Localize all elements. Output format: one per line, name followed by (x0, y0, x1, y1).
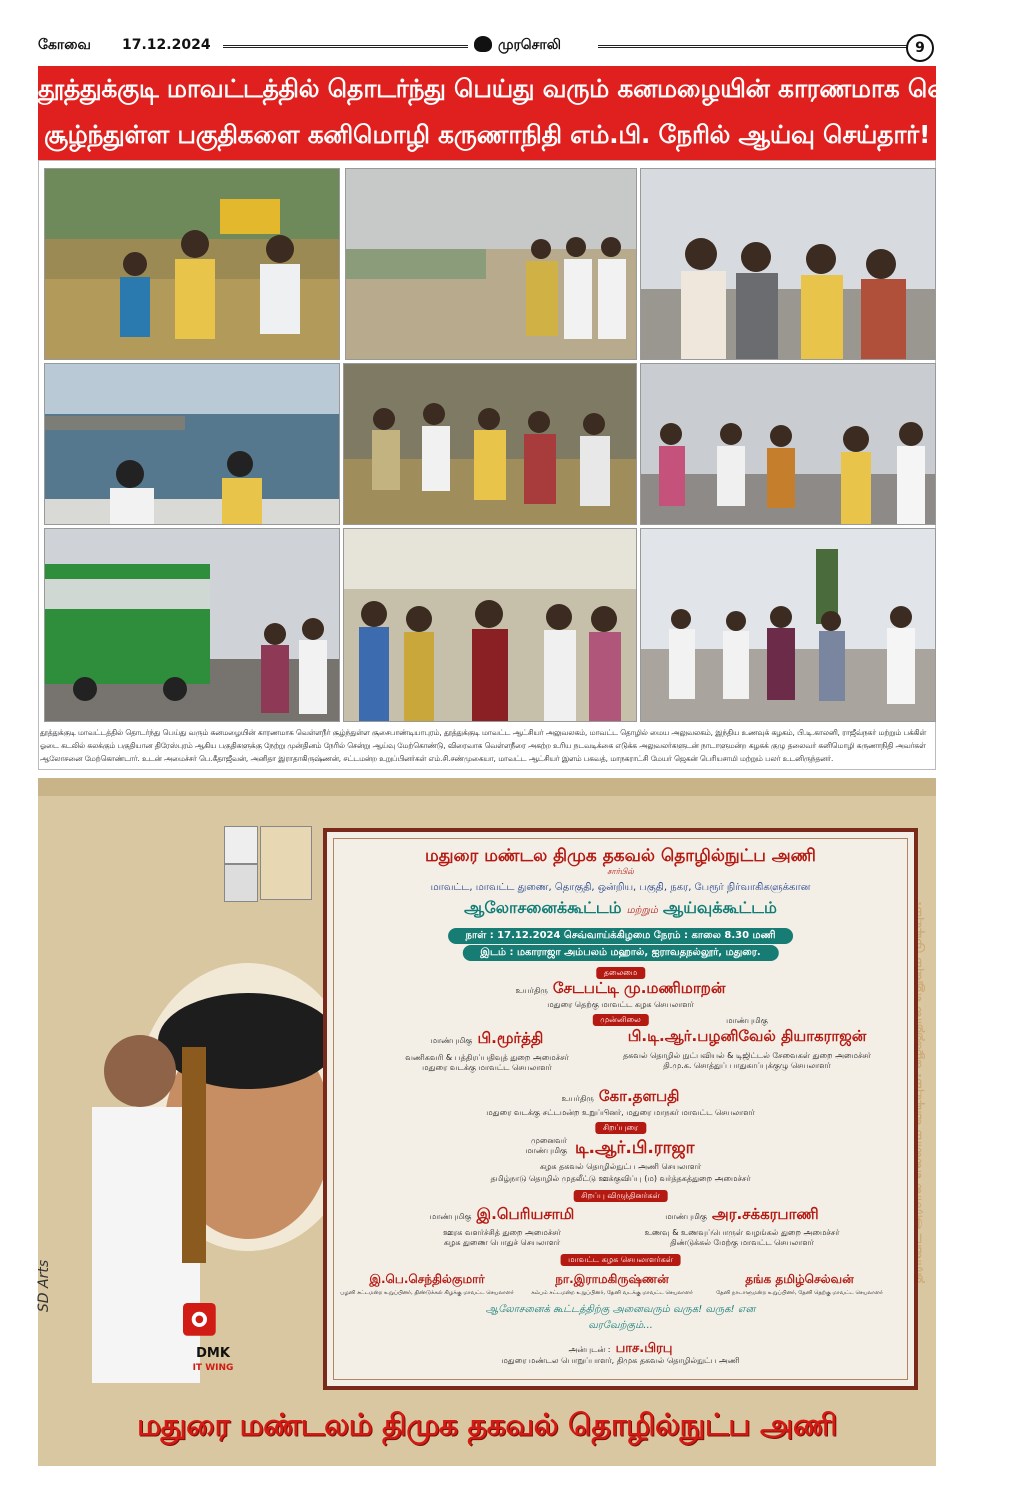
headline-line-2: சூழ்ந்துள்ள பகுதிகளை கனிமொழி கருணாநிதி எம்.பி. நேரில் ஆய்வு செய்தார்! (43, 120, 931, 149)
chair-prefix: உயர்திரு (515, 986, 548, 995)
lead1-role1: வணிகவரி & பத்திரப்பதிவுத் துறை அமைச்சர் (405, 1053, 569, 1062)
lead3-name: கோ.தளபதி (598, 1087, 680, 1105)
sec1-block (337, 1268, 517, 1297)
sec2-block (522, 1268, 702, 1297)
lead1-name: பி.மூர்த்தி (477, 1029, 544, 1047)
photo-caption: தூத்துக்குடி மாவட்டத்தில் தொடர்ந்து பெய்து வரும் கனமழையின் காரணமாக வெள்ளநீர் சூழ்ந்துள்ள சூசைபாண்டியாபுரம், தூத்துக்குடி மாவட்ட ஆட்சியர் அலுவலகம், மாவட்ட தொழில் மைய அலுவலகம், இந்திய உணவுக் கழகம், பி.டி.காலனி, ராஜீவ்நகர் மற்றும் பக்கிள் ஓடை கடலில் கலக்கும் பகுதியான திரேஸ்புரம் ஆகிய பகுதிகளுக்கு நேற்று முன்தினம் நேரில் சென்று ஆய்வு மேற்கொண்டு, விரைவாக வெள்ளநீரை அகற்ற உரிய நடவடிக்கை எடுக்க அலுவலர்களுடன் நாடாளுமன்ற கழகக் குழு தலைவர் கனிமொழி கருணாநிதி அவர்கள் ஆலோசனை மேற்கொண்டார். உடன் அமைச்சர் பெ.கீதாஜீவன், அனிதா இராதாகிருஷ்ணன், சட்டமன்ற உறுப்பினர்கள் எம்.சி.சண்முகையா, மாவட்ட ஆட்சியர் இளம் பகவத், மாநகராட்சி மேயர் ஜெகன் பெரியசாமி மற்றும் பலர் உடனிருந்தனர். (40, 728, 927, 763)
guest1-prefix: மாண்புமிகு (429, 1212, 472, 1221)
guest1-name: இ.பெரியசாமி (476, 1205, 575, 1223)
section-lead: முன்னிலை (592, 1014, 648, 1026)
photo-street-meeting-2 (640, 363, 936, 525)
invite-review: ஆய்வுக்கூட்டம் (662, 898, 777, 917)
invite-saarbil: சார்பில் (607, 867, 634, 876)
special-name: டி.ஆர்.பி.ராஜா (575, 1138, 695, 1158)
sec3-name: தங்க தமிழ்செல்வன் (745, 1272, 854, 1286)
sec2-role: கம்பம் சட்டமன்ற உறுப்பினர், தேனி வடக்கு மாவட்ட செயலாளர் (531, 1290, 693, 1296)
lead2-role1: தகவல் தொழில் நுட்பவியல் & டிஜிட்டல் சேவைகள் துறை அமைச்சர் (622, 1051, 872, 1060)
host-prefix: அன்புடன் : (568, 1345, 611, 1354)
guest2-role2: திண்டுக்கல் மேற்கு மாவட்ட செயலாளர் (670, 1238, 814, 1247)
guest1-block (387, 1204, 617, 1248)
ad-watermark: SD Arts (36, 1259, 53, 1313)
guest1-role2: கழக துணை பொதுச் செயலாளர் (443, 1238, 561, 1247)
invite-matrum: மற்றும் (626, 905, 658, 916)
photo-sea-shore (44, 363, 340, 525)
photo-street-meeting-1 (640, 168, 936, 360)
paper-name: முரசொலி (498, 37, 561, 53)
sec1-name: இ.பெ.செந்தில்குமார் (369, 1272, 485, 1286)
special-dr: முனைவர் (530, 1136, 567, 1145)
chair-name: சேடபட்டி மு.மணிமாறன் (552, 979, 726, 997)
advertisement (38, 778, 936, 1466)
photo-flood-walk-2 (343, 363, 637, 525)
section-chair: தலைமை (596, 967, 645, 979)
edition-date: 17.12.2024 (122, 37, 211, 53)
lead2-block (597, 1016, 897, 1071)
lead2-name: பி.டி.ஆர்.பழனிவேல் தியாகராஜன் (627, 1027, 867, 1045)
ad-top-band (38, 778, 936, 796)
lead1-block (382, 1028, 592, 1073)
photo-flood-field (345, 168, 637, 360)
photo-bus-street (44, 528, 340, 722)
invitation-card (323, 828, 918, 1390)
sec3-block (707, 1268, 892, 1297)
lead3-line (327, 1086, 914, 1107)
headline-banner (38, 66, 1024, 160)
invite-meeting-line (327, 898, 914, 919)
photo-crowd-interaction (343, 528, 637, 722)
sec2-name: நா.இராமகிருஷ்ணன் (555, 1272, 669, 1286)
small-portrait-1 (224, 826, 258, 864)
lead3-role: மதுரை வடக்கு சட்டமன்ற உறுப்பினர், மதுரை மாநகர் மாவட்ட செயலாளர் (486, 1108, 755, 1117)
masthead-rule-right (598, 45, 923, 48)
host-line (327, 1337, 914, 1357)
headline-line-1: தூத்துக்குடி மாவட்டத்தில் தொடர்ந்து பெய்து வரும் கனமழையின் காரணமாக வெள்ளநீர் (38, 74, 1024, 103)
special-prefix-block (487, 1136, 567, 1156)
special-role1: கழக தகவல் தொழில்நுட்ப அணி செயலாளர் (539, 1162, 702, 1171)
logo-line-itwing: IT WING (192, 1363, 234, 1373)
invite-title: மதுரை மண்டல திமுக தகவல் தொழில்நுட்ப அணி (425, 846, 816, 866)
section-guests: சிறப்பு விருந்தினர்கள் (573, 1190, 668, 1202)
small-portrait-3 (260, 826, 312, 900)
guest2-block (627, 1204, 857, 1248)
chair-role: மதுரை தெற்கு மாவட்ட கழக செயலாளர் (547, 1000, 694, 1009)
small-portrait-2 (224, 864, 258, 902)
page-number: 9 (906, 34, 934, 62)
host-role: மதுரை மண்டல பொறுப்பாளர், திமுக தகவல் தொழில்நுட்ப அணி (501, 1356, 740, 1365)
photo-group-walk (640, 528, 936, 722)
invite-welcome-1: ஆலோசனைக் கூட்டத்திற்கு அனைவரும் வருக! வருக! என (485, 1304, 756, 1315)
section-special: சிறப்புரை (595, 1122, 646, 1134)
host-name: பாச.பிரபு (615, 1341, 673, 1356)
invite-welcome-2: வரவேற்கும்... (588, 1320, 653, 1331)
masthead-rule-left (223, 45, 468, 48)
invite-audience: மாவட்ட, மாவட்ட துணை, தொகுதி, ஒன்றிய, பகுதி, நகர, பேரூர் நிர்வாகிகளுக்கான (430, 882, 811, 893)
elephant-icon (474, 36, 492, 52)
masthead (38, 34, 938, 64)
sec1-role: பழனி சட்டமன்ற உறுப்பினர், திண்டுக்கல் கிழக்கு மாவட்ட செயலாளர் (340, 1290, 514, 1296)
lead3-prefix: உயர்திரு (561, 1094, 594, 1103)
section-secretaries: மாவட்ட கழக செயலாளர்கள் (560, 1254, 681, 1266)
special-role2: தமிழ்நாடு தொழில் முதலீட்டு ஊக்குவிப்பு (ம) வர்த்தகத்துறை அமைச்சர் (490, 1174, 751, 1183)
guest1-role1: ஊரக வளர்ச்சித் துறை அமைச்சர் (443, 1228, 561, 1237)
guest2-role1: உணவு & உணவுப்பொருள் வழங்கல் துறை அமைச்சர் (644, 1228, 840, 1237)
logo-line-dmk: DMK (196, 1346, 230, 1361)
invite-meeting: ஆலோசனைக்கூட்டம் (464, 898, 622, 917)
special-hon: மாண்புமிகு (525, 1146, 567, 1155)
leader-portrait (58, 903, 318, 1323)
sec3-role: தேனி நாடாளுமன்ற உறுப்பினர், தேனி தெற்கு மாவட்ட செயலாளர் (716, 1290, 883, 1296)
edition-city: கோவை (38, 37, 91, 53)
lead1-role2: மதுரை வடக்கு மாவட்ட செயலாளர் (422, 1063, 552, 1072)
invite-when: நாள் : 17.12.2024 செவ்வாய்க்கிழமை நேரம் : காலை 8.30 மணி (448, 928, 794, 944)
chair-line (327, 978, 914, 999)
lead2-role2: தி.மு.க. சொத்துப் பாதுகாப்புக்குழு செயலாளர் (663, 1061, 831, 1070)
lead1-prefix: மாண்புமிகு (430, 1036, 473, 1045)
guest2-name: அர.சக்கரபாணி (712, 1205, 819, 1223)
guest2-prefix: மாண்புமிகு (665, 1212, 707, 1221)
photo-flood-walk-1 (44, 168, 340, 360)
lead2-prefix: மாண்புமிகு (726, 1016, 768, 1025)
invite-where: இடம் : மகாராஜா அம்பலம் மஹால், ஐராவதநல்லூர், மதுரை. (462, 945, 778, 961)
ad-bottom-title: மதுரை மண்டலம் திமுக தகவல் தொழில்நுட்ப அணி (136, 1408, 837, 1443)
